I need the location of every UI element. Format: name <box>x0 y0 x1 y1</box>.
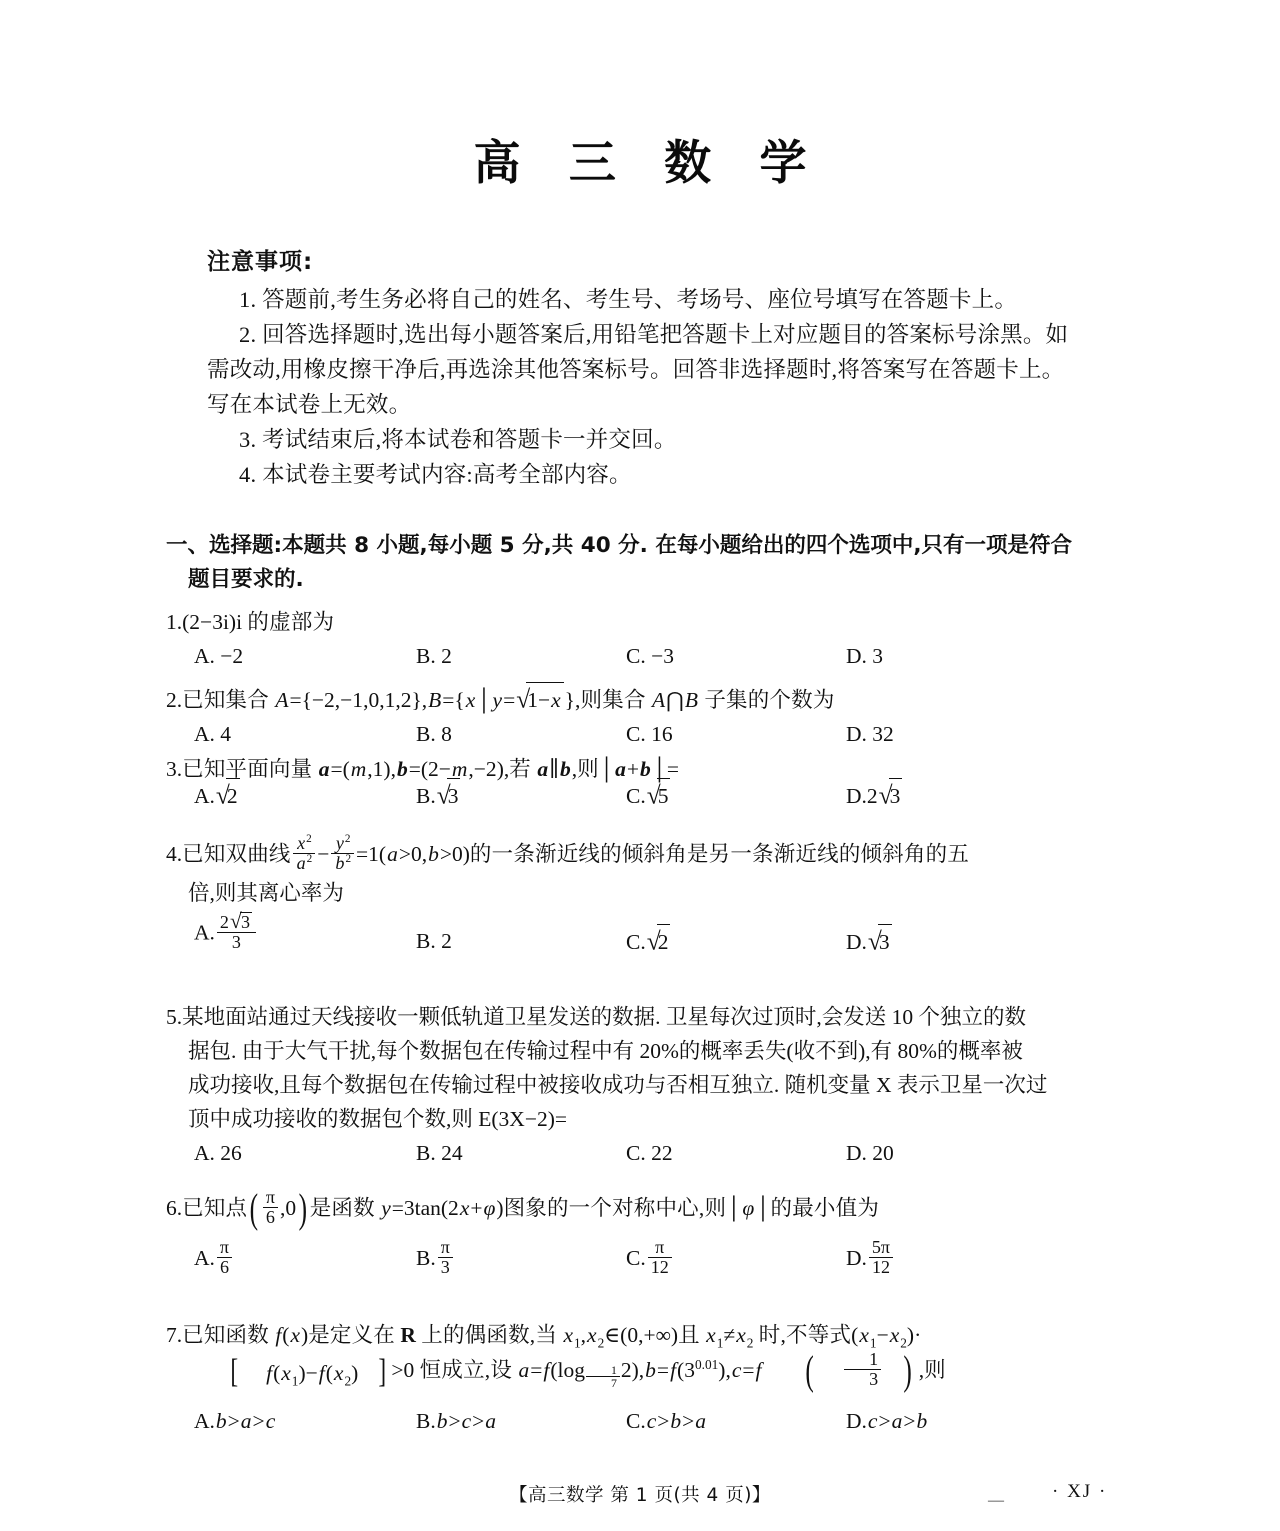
question-5-option-d[interactable]: D. 20 <box>846 1141 894 1165</box>
question-6-option-a[interactable]: A. $\frac{\pi}{6}$ <box>194 1240 234 1280</box>
question-5-stem-line3: 成功接收,且每个数据包在传输过程中被接收成功与否相互独立. 随机变量 X 表示卫星一次过 <box>188 1073 1048 1097</box>
question-7-stem-line2: [ $f(x_1)-f(x_2)$ ] >0 恒成立,设 a=f(log $\frac{1}{7}$ $2),b=f(3^{0.01}),c=f$ ( $\frac{1}{3}$ ) ,则 <box>166 1352 1118 1392</box>
question-7-option-d[interactable]: D.c>a>b <box>846 1409 928 1433</box>
question-5-option-a[interactable]: A. 26 <box>194 1141 242 1165</box>
question-6-stem: 6.已知点( $\frac{\pi}{6}$ ,0) 是函数 y=3tan(2x+φ)图象的一个对称中心,则│φ│的最小值为 <box>166 1185 880 1231</box>
question-3 <box>166 752 1118 844</box>
question-4-number: 4. <box>166 841 183 866</box>
section-header-choice <box>166 529 1116 597</box>
sqrt-1-minus-x: √ 1−x <box>516 682 563 717</box>
question-4-option-c[interactable]: C. √ 2 <box>626 924 671 959</box>
question-4-option-b[interactable]: B. 2 <box>416 929 452 953</box>
paren-one-third: ( $\frac{1}{3}$ ) <box>804 1347 912 1393</box>
question-2 <box>166 682 1118 751</box>
fraction-pi-over-6: $\frac{\pi}{6}$ <box>217 1238 232 1278</box>
question-2-option-d[interactable]: D. 32 <box>846 722 894 746</box>
question-7 <box>166 1318 1118 1432</box>
question-7-option-a[interactable]: A.b>a>c <box>194 1409 276 1433</box>
question-6-options <box>166 1230 1118 1306</box>
section-header-line1: 一、选择题:本题共 8 小题,每小题 5 分,共 40 分. 在每小题给出的四个选项中,只有一项是符合 <box>166 533 1073 558</box>
section-header-line2: 题目要求的. <box>188 567 304 592</box>
question-5-stem-line2: 据包. 由于大气干扰,每个数据包在传输过程中有 20%的概率丢失(收不到),有 80%的概率被 <box>188 1039 1023 1063</box>
question-5-option-c[interactable]: C. 22 <box>626 1141 673 1165</box>
fraction-y2-b2: $\frac{y^2}{b^2}$ <box>331 834 354 874</box>
bracket-f-difference: [ $f(x_1)-f(x_2)$ ] <box>230 1353 387 1391</box>
question-7-options <box>166 1392 1118 1432</box>
question-5-stem-line1: 5.某地面站通过天线接收一颗低轨道卫星发送的数据. 卫星每次过顶时,会发送 10 个独立的数 <box>166 1005 1027 1029</box>
question-6 <box>166 1185 1118 1306</box>
notice-block <box>207 243 1087 492</box>
question-7-option-c[interactable]: C.c>b>a <box>626 1409 707 1433</box>
question-1-option-a[interactable]: A. −2 <box>194 644 244 668</box>
question-2-option-c[interactable]: C. 16 <box>626 722 673 746</box>
question-4-option-d[interactable]: D. √ 3 <box>846 924 893 959</box>
question-4 <box>166 832 1118 982</box>
question-3-option-b[interactable]: B. √ 3 <box>416 778 461 813</box>
question-1-option-c[interactable]: C. −3 <box>626 644 674 668</box>
question-1-option-d[interactable]: D. 3 <box>846 644 884 668</box>
question-5-number: 5. <box>166 1005 183 1029</box>
log-base-one-seventh: $\frac{1}{7}$ <box>586 1364 620 1391</box>
question-2-number: 2. <box>166 688 183 712</box>
question-4-stem-line1: 4.已知双曲线 $\frac{x^2}{a^2}$ − $\frac{y^2}{b^2}$ =1(a>0,b>0)的一条渐近线的倾斜角是另一条渐近线的倾斜角的五 <box>166 832 970 874</box>
question-1 <box>166 605 1118 673</box>
notice-item-3: 3. 考试结束后,将本试卷和答题卡一并交回。 <box>239 427 677 452</box>
question-2-options <box>166 717 1118 751</box>
question-4-options <box>166 910 1118 982</box>
question-3-option-d[interactable]: D.2 √ 3 <box>846 778 903 813</box>
question-5-stem-line4: 顶中成功接收的数据包个数,则 E(3X−2)= <box>188 1107 567 1131</box>
question-3-option-a[interactable]: A. √ 2 <box>194 778 241 813</box>
question-2-option-b[interactable]: B. 8 <box>416 722 452 746</box>
question-7-stem-line1: 7.已知函数 f(x)是定义在 R 上的偶函数,当 $x_1,x_2\in(0,+\infty)$且 $x_1\ne x_2$ 时,不等式$(x_1-x_2)\cdot$ <box>166 1323 922 1351</box>
fraction-pi-over-12: $\frac{\pi}{12}$ <box>648 1238 672 1278</box>
question-1-stem: 1.(2−3i)i 的虚部为 <box>166 610 335 634</box>
footer-dash: — <box>988 1492 1004 1509</box>
question-5-options <box>166 1136 1118 1170</box>
notice-item-4: 4. 本试卷主要考试内容:高考全部内容。 <box>239 462 632 487</box>
question-5 <box>166 1000 1118 1170</box>
footer-region-code: · XJ · <box>1052 1481 1108 1502</box>
point-pi-over-6-zero: ( $\frac{\pi}{6}$ ,0) <box>249 1185 308 1231</box>
question-6-number: 6. <box>166 1195 183 1220</box>
question-1-options <box>166 639 1118 673</box>
question-7-option-b[interactable]: B.b>c>a <box>416 1409 497 1433</box>
question-5-option-b[interactable]: B. 24 <box>416 1141 463 1165</box>
question-7-number: 7. <box>166 1323 183 1347</box>
footer-page-indicator: 【高三数学 第 1 页(共 4 页)】 <box>509 1485 771 1506</box>
question-4-option-a[interactable]: A. 2 √ 3 3 <box>194 914 258 955</box>
question-1-option-b[interactable]: B. 2 <box>416 644 452 668</box>
question-3-number: 3. <box>166 757 183 781</box>
question-3-stem: 3.已知平面向量 a=(m,1),b=(2−m,−2),若 a∥b,则│a+b│= <box>166 757 680 781</box>
question-2-option-a[interactable]: A. 4 <box>194 722 232 746</box>
fraction-5pi-over-12: $\frac{5\pi}{12}$ <box>869 1238 893 1278</box>
question-1-number: 1. <box>166 610 183 634</box>
page-footer <box>0 1481 1280 1515</box>
notice-item-1: 1. 答题前,考生务必将自己的姓名、考生号、考场号、座位号填写在答题卡上。 <box>239 287 1018 312</box>
question-3-option-c[interactable]: C. √ 5 <box>626 778 671 813</box>
page-title: 高 三 数 学 <box>473 136 823 191</box>
fraction-x2-a2: $\frac{x^2}{a^2}$ <box>293 834 316 874</box>
notice-heading: 注意事项: <box>207 249 314 275</box>
question-6-option-c[interactable]: C. $\frac{\pi}{12}$ <box>626 1240 674 1280</box>
notice-item-2: 2. 回答选择题时,选出每小题答案后,用铅笔把答题卡上对应题目的答案标号涂黑。如需改动,用橡皮擦干净后,再选涂其他答案标号。回答非选择题时,将答案写在答题卡上。写在本试卷上无效。 <box>207 322 1069 417</box>
fraction-2sqrt3-over-3: 2 √ 3 3 <box>217 912 256 953</box>
question-6-option-b[interactable]: B. $\frac{\pi}{3}$ <box>416 1240 455 1280</box>
question-4-stem-line2: 倍,则其离心率为 <box>188 881 344 905</box>
question-2-stem: 2.已知集合 A={−2,−1,0,1,2},B={x│y= √ 1−x },则集合 A⋂B 子集的个数为 <box>166 682 1118 717</box>
fraction-pi-over-3: $\frac{\pi}{3}$ <box>438 1238 453 1278</box>
question-6-option-d[interactable]: D. $\frac{5\pi}{12}$ <box>846 1240 895 1280</box>
